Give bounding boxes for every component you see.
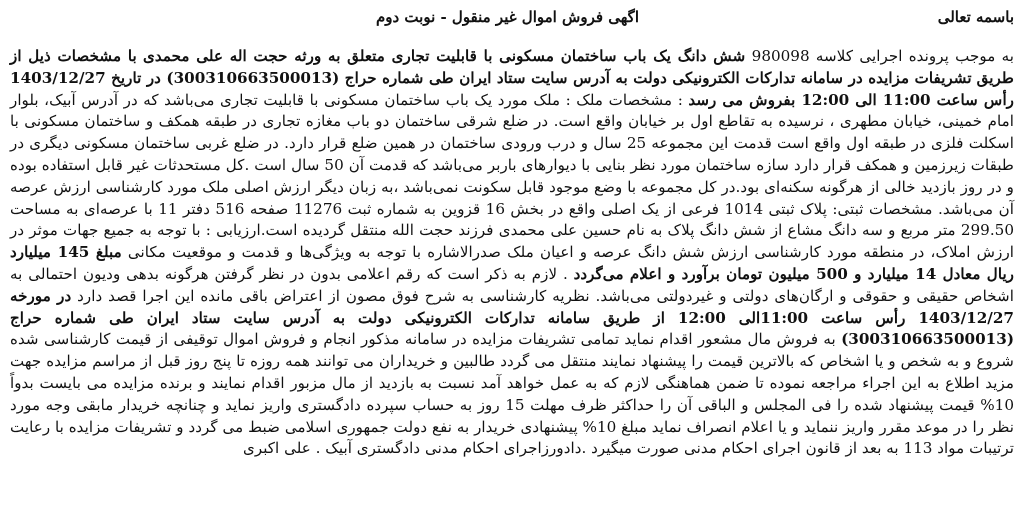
notice-body <box>10 46 1014 460</box>
notice-title: اگهی فروش اموال غیر منقول - نوبت دوم <box>375 8 639 26</box>
property-description-text: : مشخصات ملک : ملک مورد یک باب ساختمان مسکونی با قابلیت تجاری می‌باشد که در آدرس آبیک، بلوار امام خمینی، خیابان مطهری ، نرسیده به تقاطع اول بر خیابان واقع است. در ضلع شرقی ساختمان دو باب مغازه تجاری در طبقه همکف و ساختمان مسکونی با اسکلت فلزی در طبقه اول واقع است قدمت این مجموعه 25 سال و درب ورودی ساختمان در همین ضلع قرار دارد. در ضلع غربی ساختمان مسکونی دیگری در طبقات زیرزمین و همکف قرار دارد سازه ساختمان مورد نظر بنایی با دیوارهای باربر می‌باشد که قدمت آن 50 سال است .کل مستحدثات غیر قابل استفاده بوده و در روز بازدید خالی از هرگونه سکنه‌ای بود.در کل مجموعه با وضع موجود قابل سکونت نمی‌باشد ،به زبان دیگر ارزش اصلی ملک مورد کارشناسی ارزش عرصه آن می‌باشد. مشخصات ثبتی: پلاک ثبتی 1014 فرعی از یک اصلی واقع در بخش 16 قزوین به شماره ثبت 11276 صفحه 516 دفتر 11 با عرصه‌ای به مساحت 299.50 متر مربع و سه دانگ مشاع از شش دانگ پلاک به نام حسین علی محمدی فرزند حجت الله منتقل گردیده است.ارزیابی : با توجه به جمیع جهات موثر در ارزش املاک، در منطقه مورد کارشناسی ارزش شش دانگ عرصه و اعیان ملک صدرالاشاره با توجه به ویژگی‌ها و قدمت و موقعیت مکانی <box>10 90 1015 262</box>
auction-terms-text: به فروش مال مشعور اقدام نماید تمامی تشریفات مزایده در سامانه مذکور انجام و فروش اموال توقیفی از قیمت کارشناسی شده شروع و به شخص و یا اشخاص که بالاترین قیمت را پیشنهاد نمایند منتقل می گردد طالبین و خریداران می توانند همه روزه تا پنج روز قبل از مراسم مزایده جهت مزید اطلاع به این اجراء مراجعه نموده تا ضمن هماهنگی لازم که به عمل خواهد آمد نسبت به بازدید از مال مزبور اقدام نمایند و برنده مزایده می بایست بدواً 10% قیمت پیشنهاد شده را فی المجلس و الباقی آن را حداکثر ظرف مهلت 15 روز به حساب سپرده دادگستری واریز نماید و چنانچه خریدار مابقی وجه مورد نظر را در موعد مقرر واریز ننماید و یا اعلام انصراف نماید مبلغ 10% پیشنهادی خریدار به نفع دولت جمهوری اسلامی ضبط می گردد و تشریفات مزایده با رعایت ترتیبات مواد 113 به بعد از قانون اجرای احکام مدنی صورت میگیرد .دادورزاجرای احکام مدنی دادگستری آبیک . علی اکبری <box>10 330 1014 458</box>
specification-intro-text: با مشخصات ذیل از طریق <box>10 47 1014 87</box>
property-owner-text: شش دانگ یک باب ساختمان مسکونی با قابلیت تجاری متعلق به ورثه حجت اله علی محمدی <box>142 47 746 65</box>
auction-notice <box>10 8 1014 514</box>
case-reference-text: به موجب پرونده اجرایی کلاسه 980098 <box>751 47 1014 65</box>
valuation-note-text: . لازم به ذکر است که رقم اعلامی بدون در نظر گرفتن هرگونه بدهی ودیون احتمالی به اشخاص حقیقی و حقوقی و ارگان‌های دولتی و غیردولتی می‌باشد. نظریه کارشناسی به شرح فوق مصون از اعتراض باقی مانده این اجرا قصد دارد <box>10 264 1015 305</box>
valuation-amount-text: مبلغ 145 میلیارد ریال معادل 14 میلیارد و 500 میلیون تومان برآورد و اعلام می‌گردد <box>10 243 1015 283</box>
basmala-heading: باسمه تعالی <box>937 8 1014 26</box>
notice-header <box>10 8 1014 30</box>
auction-schedule-text: تشریفات مزایده در سامانه تدارکات الکترونیکی دولت به آدرس سایت ستاد ایران طی شماره حراج (300310663500013) در تاریخ 1403/12/27 رأس ساعت 11:00 الی 12:00 بفروش می رسد <box>10 68 1014 109</box>
auction-date-text: در مورخه 1403/12/27 رأس ساعت 11:00الی 12:00 از طریق سامانه تدارکات الکترونیکی دولت به آدرس سایت ستاد ایران طی شماره حراج (300310663500013) <box>10 286 1014 349</box>
